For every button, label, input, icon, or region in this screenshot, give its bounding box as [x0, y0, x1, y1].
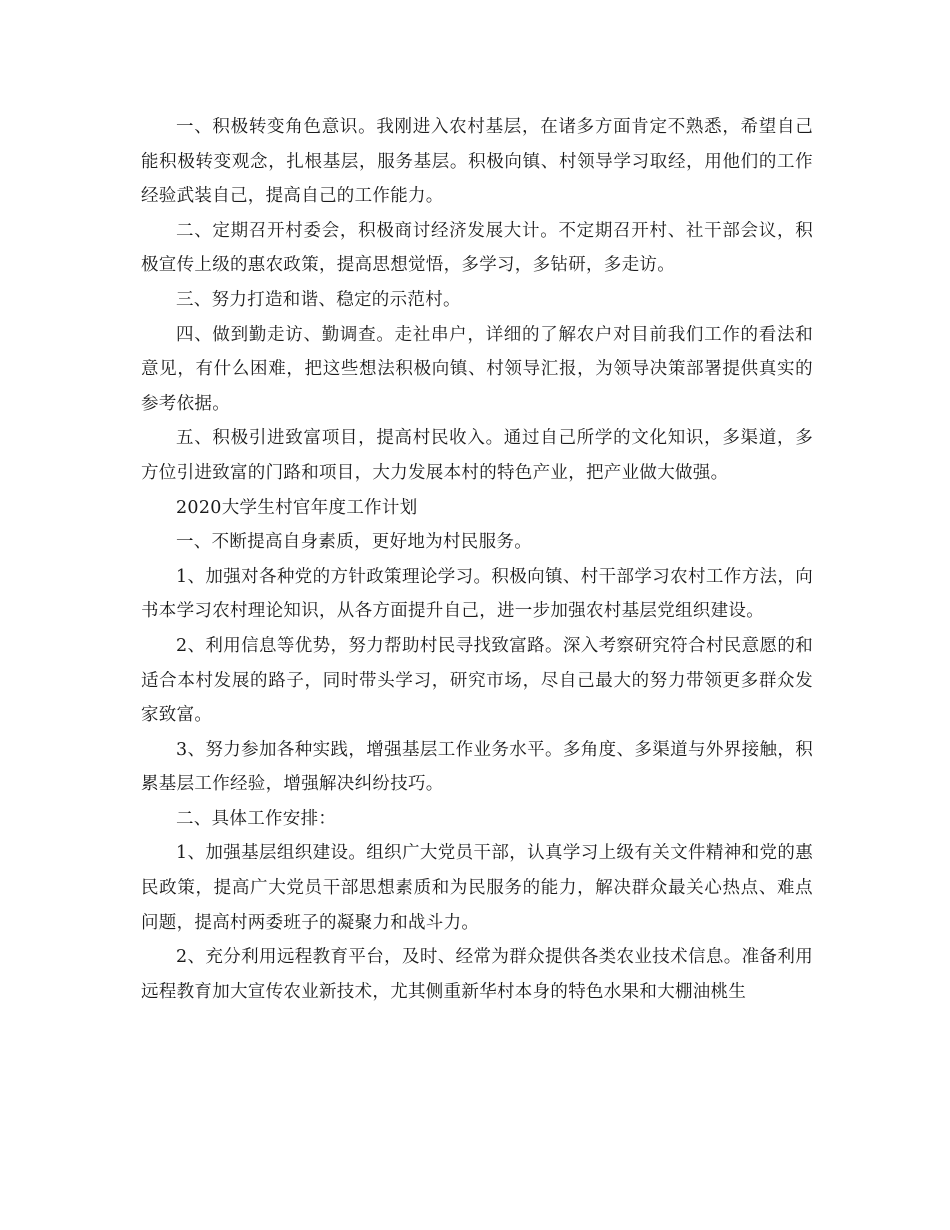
paragraph-practice: 3、努力参加各种实践，增强基层工作业务水平。多角度、多渠道与外界接触，积累基层工作经验，增强解决纠纷技巧。 [141, 739, 813, 795]
paragraph-wealth-projects: 五、积极引进致富项目，提高村民收入。通过自己所学的文化知识，多渠道，多方位引进致富的门路和项目，大力发展本村的特色产业，把产业做大做强。 [141, 428, 813, 483]
paragraph-policy-study: 1、加强对各种党的方针政策理论学习。积极向镇、村干部学习农村工作方法，向书本学习农村理论知识，从各方面提升自己，进一步加强农村基层党组织建设。 [141, 566, 813, 622]
paragraph-organization-building: 1、加强基层组织建设。组织广大党员干部，认真学习上级有关文件精神和党的惠民政策，提高广大党员干部思想素质和为民服务的能力，解决群众最关心热点、难点问题，提高村两委班子的凝聚力和战斗力。 [141, 843, 813, 933]
paragraph-remote-education: 2、充分利用远程教育平台，及时、经常为群众提供各类农业技术信息。准备利用远程教育加大宣传农业新技术，尤其侧重新华村本身的特色水果和大棚油桃生 [141, 947, 813, 1002]
paragraph-improve-quality: 一、不断提高自身素质，更好地为村民服务。 [176, 532, 532, 553]
paragraph-information-advantage: 2、利用信息等优势，努力帮助村民寻找致富路。深入考察研究符合村民意愿的和适合本村发展的路子，同时带头学习，研究市场，尽自己最大的努力带领更多群众发家致富。 [141, 635, 813, 726]
paragraph-village-meetings: 二、定期召开村委会，积极商讨经济发展大计。不定期召开村、社干部会议，积极宣传上级的惠农政策，提高思想觉悟，多学习，多钻研，多走访。 [141, 220, 813, 276]
paragraph-visits-surveys: 四、做到勤走访、勤调查。走社串户，详细的了解农户对目前我们工作的看法和意见，有什么困难，把这些想法积极向镇、村领导汇报，为领导决策部署提供真实的参考依据。 [141, 324, 813, 414]
section-title: 2020大学生村官年度工作计划 [176, 497, 418, 518]
document-body [141, 110, 813, 1009]
paragraph-work-arrangement: 二、具体工作安排： [176, 808, 337, 829]
paragraph-model-village: 三、努力打造和谐、稳定的示范村。 [176, 289, 461, 310]
paragraph-role-awareness: 一、积极转变角色意识。我刚进入农村基层，在诸多方面肯定不熟悉，希望自己能积极转变观念，扎根基层，服务基层。积极向镇、村领导学习取经，用他们的工作经验武装自己，提高自己的工作能力。 [141, 117, 813, 207]
